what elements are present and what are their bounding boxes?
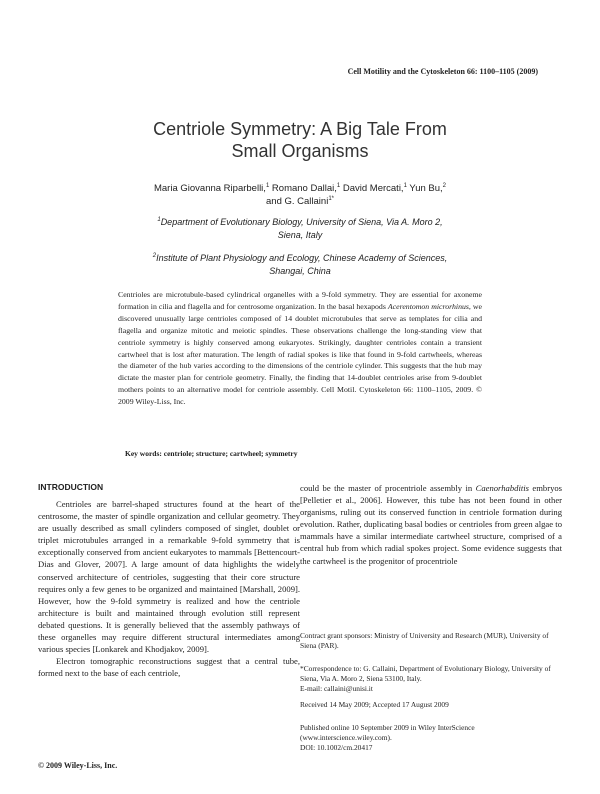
published-text: Published online 10 September 2009 in Wiley InterScience (www.interscience.wiley.com).	[300, 723, 475, 742]
author-affiliation-mark: 1	[265, 182, 270, 189]
received-note: Received 14 May 2009; Accepted 17 August 2009	[300, 700, 449, 709]
abstract-text: Centrioles are microtubule-based cylindrical organelles with a 9-fold symmetry. They are essential for axoneme formation in cilia and flagella and for centrosome organization. In the basal hexapods	[118, 290, 482, 311]
author-list	[80, 182, 520, 208]
affiliation-2	[120, 252, 480, 278]
affiliation-1	[120, 216, 480, 242]
paragraph-2: Electron tomographic reconstructions suggest that a central tube, formed next to the base of each centriole,	[38, 656, 300, 679]
correspondence-email[interactable]: E-mail: callaini@unisi.it	[300, 684, 373, 693]
keywords: Key words: centriole; structure; cartwheel; symmetry	[125, 449, 298, 458]
author-affiliation-mark: 1*	[328, 195, 334, 202]
author-name: and G. Callaini	[266, 196, 329, 207]
footer-copyright: © 2009 Wiley-Liss, Inc.	[38, 761, 118, 770]
article-title	[0, 118, 600, 162]
correspondence-text: *Correspondence to: G. Callaini, Department of Evolutionary Biology, University of Siena, Via A. Moro 2, Siena 53100, Italy.	[300, 664, 551, 683]
paragraph-text: could be the master of procentriole assembly in	[300, 483, 476, 493]
title-line-2: Small Organisms	[231, 141, 369, 161]
left-column	[38, 498, 300, 679]
paragraph-2-cont	[300, 482, 562, 567]
author-affiliation-mark: 1	[336, 182, 341, 189]
species-name: Caenorhabditis	[475, 483, 529, 493]
affiliation-2-line-1	[120, 252, 480, 265]
abstract-copyright: © 2009 Wiley-Liss, Inc.	[118, 385, 482, 407]
section-heading: INTRODUCTION	[38, 482, 104, 492]
journal-citation: Cell Motility and the Cytoskeleton 66: 1100–1105 (2009)	[347, 67, 538, 76]
author-name: David Mercati,	[340, 183, 404, 194]
author-affiliation-mark: 2	[442, 182, 447, 189]
affiliation-text: Department of Evolutionary Biology, University of Siena, Via A. Moro 2,	[160, 217, 443, 227]
author-name: Yun Bu,	[406, 183, 443, 194]
author-affiliation-mark: 1	[403, 182, 407, 189]
abstract-text-cont: , we discovered unusually large centrioles composed of 14 doublet microtubules that serve as templates for cilia and flagella and organize mitotic and meiotic spindles. These observations challenge the long-standing view that centriole symmetry is highly conserved among eukaryotes. Strikingly, daughter centrioles contain a transient cartwheel that is lost after maturation. The length of radial spokes is like that found in 9-fold cartwheels, whereas the diameter of the hub varies according to the dimensions of the centriole cylinder. This suggests that the hub may dictate the master plan for centriole geometry. Finally, the finding that 14-doublet centrioles arise from 9-doublet mothers points to an alternative model for centriole assembly. Cell Motil. Cytoskeleton 66: 1100–1105, 2009.	[118, 301, 482, 395]
paragraph-text-cont: embryos [Pelletier et al., 2006]. However, this tube has not been found in other organisms, ruling out its conserved function in centriole formation during evolution. Rather, duplicating basal bodies or centrioles from green algae to mammals have a similar intermediate cartwheel structure, comprised of a central hub from which radial spokes project. Some evidence suggests that the cartwheel is the progenitor of procentriole	[300, 483, 563, 566]
authors-line-1	[80, 182, 520, 195]
doi-text[interactable]: DOI: 10.1002/cm.20417	[300, 743, 373, 752]
title-line-1: Centriole Symmetry: A Big Tale From	[153, 119, 447, 139]
affiliation-text: Institute of Plant Physiology and Ecology, Chinese Academy of Sciences,	[156, 253, 448, 263]
affiliation-1-line-1	[120, 216, 480, 229]
affiliation-2-line-2: Shangai, China	[269, 266, 331, 276]
author-name: Romano Dallai,	[269, 183, 337, 194]
affiliation-mark: 1	[157, 217, 161, 223]
affiliation-1-line-2: Siena, Italy	[277, 230, 323, 240]
author-name: Maria Giovanna Riparbelli,	[153, 183, 266, 194]
correspondence-note	[300, 664, 562, 694]
species-name: Acerentomon microrhinus	[387, 301, 469, 311]
authors-line-2	[80, 195, 520, 208]
abstract	[118, 289, 482, 408]
right-column	[300, 482, 562, 567]
affiliation-mark: 2	[152, 253, 157, 259]
grant-note: Contract grant sponsors: Ministry of University and Research (MUR), University of Siena (PAR).	[300, 631, 549, 650]
paragraph-1: Centrioles are barrel-shaped structures found at the heart of the centrosome, the master of spindle organization and cellular geometry. They are usually described as small cylinders composed of singlet, doublet or triplet microtubules arranged in a remarkable 9-fold symmetry that is exceptionally conserved from ancient eukaryotes to mammals [Bettencourt-Dias and Glover, 2007]. A large amount of data highlights the widely conserved architecture of centrioles, suggesting that their core structure requires only a few genes to be organized and maintained [Marshall, 2009]. However, how the 9-fold symmetry is realized and how the centriole architecture is built and maintained through evolution still represent debated questions. It is generally believed that the assembly pathways of these organelles may require different structural intermediates among various species [Lonkarek and Khodjakov, 2009].	[38, 499, 300, 655]
publication-note	[300, 723, 562, 753]
